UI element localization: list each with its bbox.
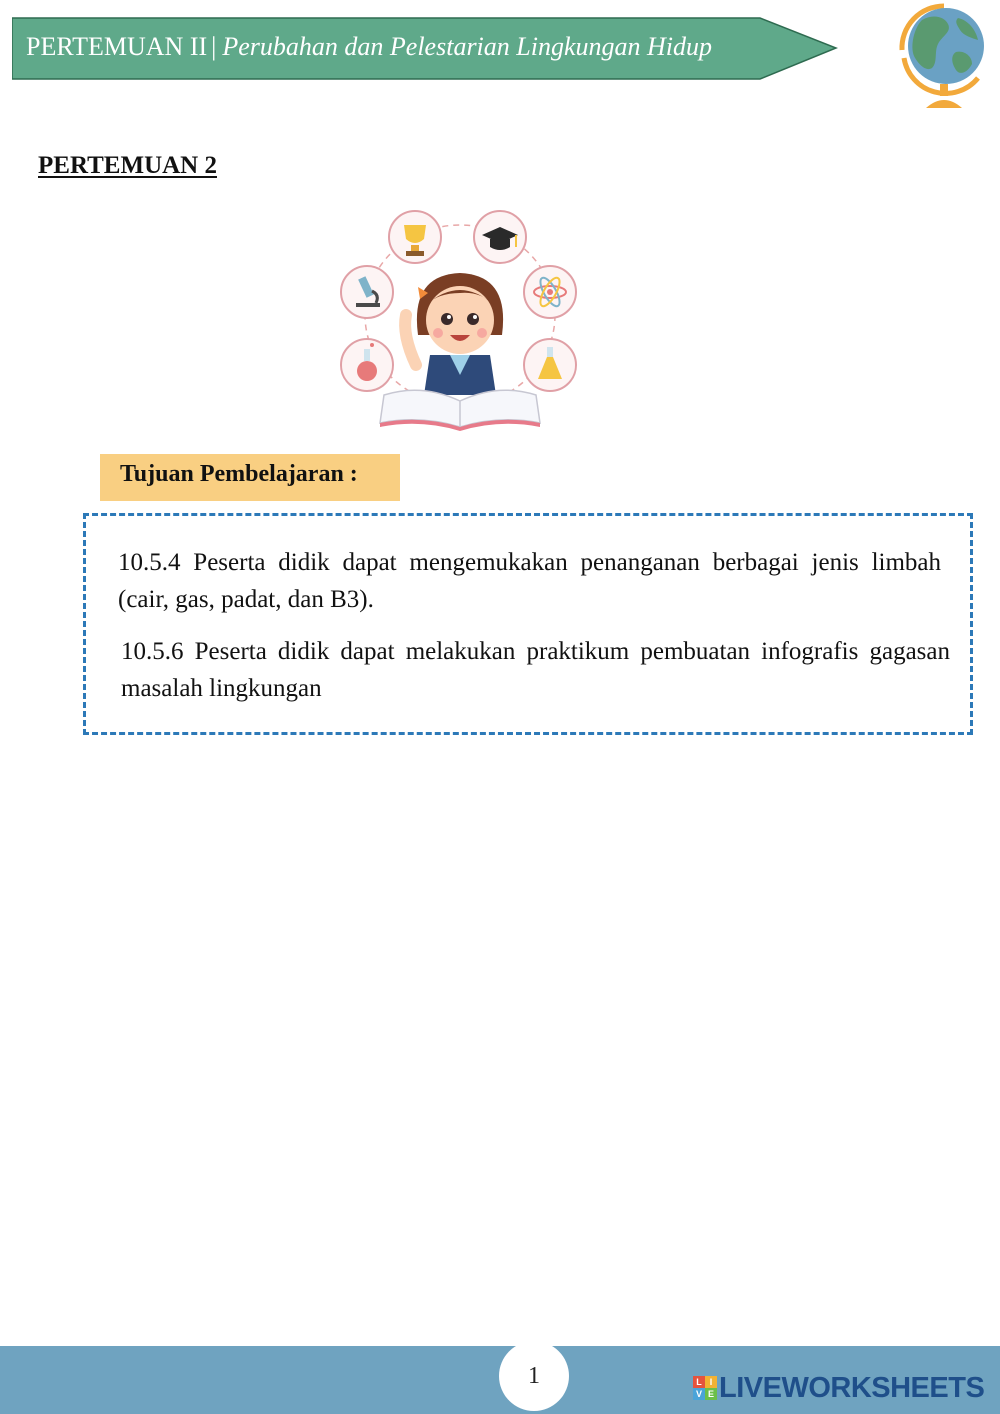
- header-subtitle: Perubahan dan Pelestarian Lingkungan Hidup: [222, 32, 713, 61]
- liveworksheets-icon: L I V E: [693, 1376, 717, 1400]
- open-book: [380, 390, 540, 431]
- header-meeting: PERTEMUAN II: [26, 32, 208, 61]
- objective-item: 10.5.6 Peserta didik dapat melakukan praktikum pembuatan infografis gagasan masalah lingkungan: [121, 638, 950, 702]
- objectives-label-text: Tujuan Pembelajaran :: [120, 461, 358, 487]
- conical-flask-icon: [524, 339, 576, 391]
- atom-icon: [524, 266, 576, 318]
- objectives-box: [83, 513, 973, 735]
- section-title: PERTEMUAN 2: [38, 152, 217, 179]
- liveworksheets-brand: LIVEWORKSHEETS: [719, 1371, 985, 1404]
- liveworksheets-logo[interactable]: [693, 1373, 984, 1403]
- student-illustration: [310, 195, 610, 435]
- trophy-icon: [389, 211, 441, 263]
- objective-item: 10.5.4 Peserta didik dapat mengemukakan penanganan berbagai jenis limbah (cair, gas, padat, dan B3).: [118, 549, 941, 613]
- header-banner: [12, 17, 838, 80]
- header-title: [26, 27, 712, 67]
- objectives-label: [100, 454, 400, 501]
- header-separator: |: [211, 32, 217, 61]
- student-girl: [405, 273, 503, 395]
- page-number: 1: [499, 1341, 569, 1411]
- globe-icon: [892, 0, 992, 112]
- microscope-icon: [341, 266, 393, 318]
- graduation-cap-icon: [474, 211, 526, 263]
- flask-icon: [341, 339, 393, 391]
